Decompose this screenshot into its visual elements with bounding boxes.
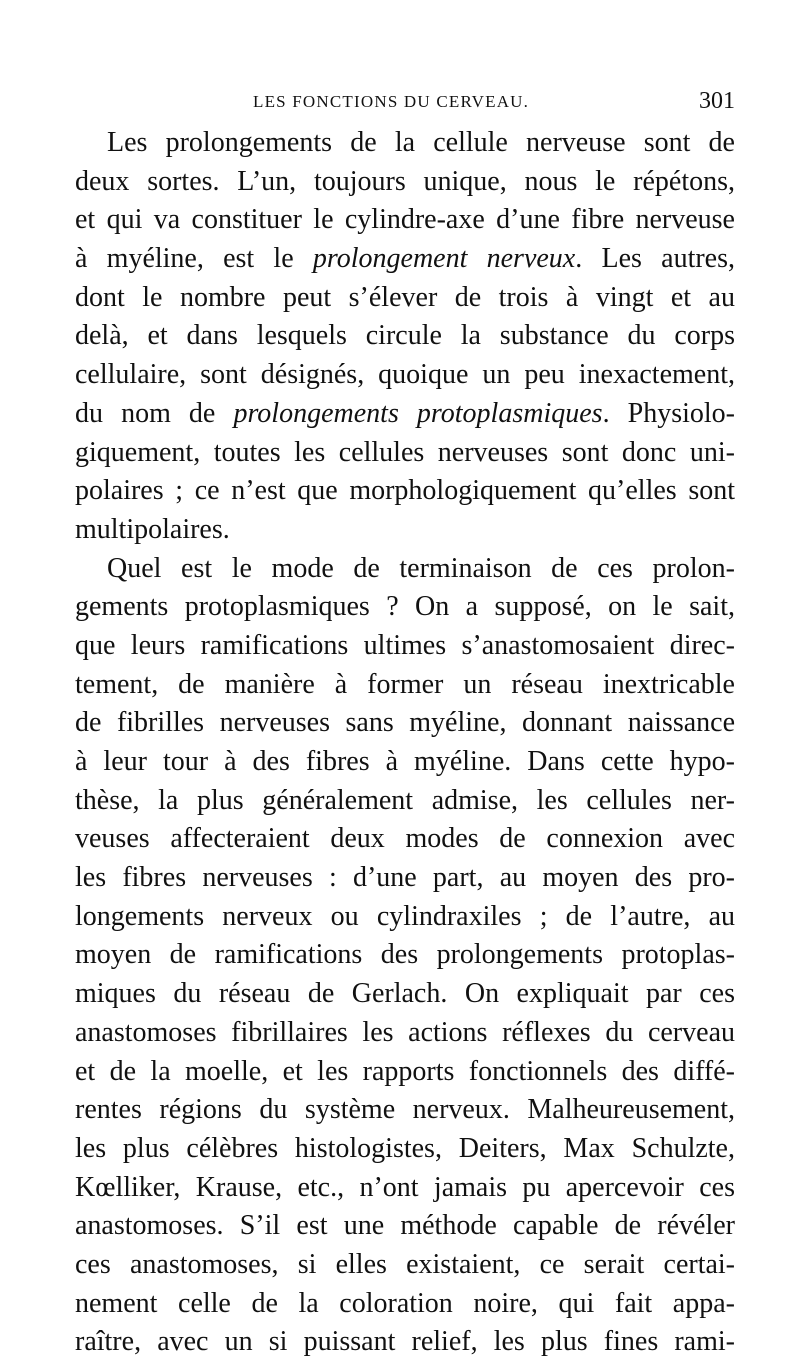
body-text bbox=[75, 124, 735, 1362]
text-line: raître, avec un si puissant relief, les plus fines rami- bbox=[75, 1326, 735, 1358]
text-segment: à myéline, est le bbox=[75, 243, 313, 275]
text-line: multipolaires. bbox=[75, 513, 230, 545]
text-line: que leurs ramifications ultimes s’anastomosaient direc- bbox=[75, 629, 735, 661]
text-segment: du nom de bbox=[75, 397, 234, 429]
running-head: LES FONCTIONS DU CERVEAU. bbox=[253, 92, 530, 111]
text-line: longements nerveux ou cylindraxiles ; de l’autre, au bbox=[75, 900, 735, 932]
text-line: nement celle de la coloration noire, qui fait appa- bbox=[75, 1287, 735, 1319]
page-number: 301 bbox=[699, 88, 735, 114]
italic-term: prolongement nerveux bbox=[312, 243, 576, 275]
text-line: à leur tour à des fibres à myéline. Dans cette hypo- bbox=[75, 746, 735, 777]
text-line: thèse, la plus généralement admise, les cellules ner- bbox=[75, 784, 735, 816]
text-line: Kœlliker, Krause, etc., n’ont jamais pu apercevoir ces bbox=[75, 1171, 735, 1203]
text-line: anastomoses. S’il est une méthode capable de révéler bbox=[75, 1210, 735, 1242]
text-line bbox=[75, 395, 735, 434]
text-line: et de la moelle, et les rapports fonctionnels des diffé- bbox=[75, 1055, 735, 1087]
text-line: les plus célèbres histologistes, Deiters, Max Schulzte, bbox=[75, 1132, 735, 1164]
text-line: anastomoses fibrillaires les actions réflexes du cerveau bbox=[75, 1016, 735, 1048]
italic-term: prolongements protoplasmiques bbox=[233, 397, 603, 429]
text-line: giquement, toutes les cellules nerveuses sont donc uni- bbox=[75, 436, 735, 468]
text-line: Les prolongements de la cellule nerveuse sont de bbox=[107, 127, 735, 158]
text-line: ces anastomoses, si elles existaient, ce serait certai- bbox=[75, 1248, 735, 1280]
text-line: deux sortes. L’un, toujours unique, nous le répétons, bbox=[75, 165, 735, 197]
text-segment: . Physiolo- bbox=[602, 397, 735, 429]
text-line: tement, de manière à former un réseau inextricable bbox=[75, 668, 735, 700]
text-line: cellulaire, sont désignés, quoique un peu inexactement, bbox=[75, 359, 735, 391]
text-line: gements protoplasmiques ? On a supposé, on le sait, bbox=[75, 591, 735, 623]
text-line: miques du réseau de Gerlach. On expliquait par ces bbox=[75, 978, 735, 1010]
page-header bbox=[75, 88, 735, 118]
text-line: moyen de ramifications des prolongements protoplas- bbox=[75, 939, 735, 971]
text-segment: . Les autres, bbox=[575, 243, 735, 275]
text-line: rentes régions du système nerveux. Malheureusement, bbox=[75, 1094, 735, 1126]
text-line: veuses affecteraient deux modes de connexion avec bbox=[75, 823, 735, 855]
text-line: de fibrilles nerveuses sans myéline, donnant naissance bbox=[75, 707, 735, 739]
text-line bbox=[75, 240, 735, 279]
text-line: dont le nombre peut s’élever de trois à vingt et au bbox=[75, 281, 735, 313]
text-line: Quel est le mode de terminaison de ces prolon- bbox=[107, 552, 735, 584]
text-line: polaires ; ce n’est que morphologiquement qu’elles sont bbox=[75, 475, 735, 507]
text-line: delà, et dans lesquels circule la substance du corps bbox=[75, 320, 735, 352]
text-line: les fibres nerveuses : d’une part, au moyen des pro- bbox=[75, 862, 735, 894]
text-line: et qui va constituer le cylindre-axe d’une fibre nerveuse bbox=[75, 204, 735, 236]
